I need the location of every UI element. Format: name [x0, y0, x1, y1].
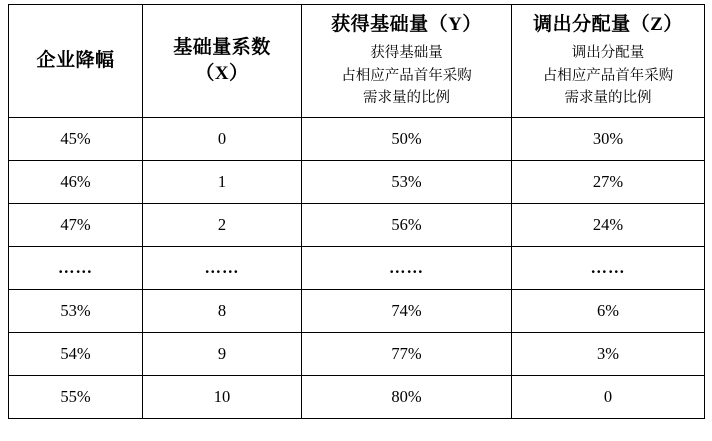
cell-obtained — [302, 118, 512, 161]
cell-value: …… — [590, 258, 626, 278]
cell-transferred — [512, 290, 705, 333]
column-header-subtitle — [302, 42, 511, 109]
cell-obtained — [302, 290, 512, 333]
allocation-table — [8, 4, 705, 419]
cell-value: 0 — [217, 129, 227, 149]
cell-obtained — [302, 247, 512, 290]
cell-value: 50% — [391, 129, 422, 149]
cell-coefficient — [143, 376, 302, 419]
cell-transferred — [512, 161, 705, 204]
cell-value: 55% — [60, 387, 91, 407]
table-row — [9, 290, 705, 333]
cell-obtained — [302, 204, 512, 247]
column-header-title-line1: 基础量系数 — [173, 37, 271, 59]
cell-value: 80% — [391, 387, 422, 407]
column-header-subtitle-line: 需求量的比例 — [363, 90, 450, 107]
cell-enterprise-reduction — [9, 247, 143, 290]
cell-value: 3% — [597, 344, 619, 364]
cell-coefficient — [143, 333, 302, 376]
cell-enterprise-reduction — [9, 290, 143, 333]
column-header-title: 调出分配量（Z） — [533, 14, 683, 36]
cell-coefficient — [143, 161, 302, 204]
cell-value: 77% — [391, 344, 422, 364]
cell-value: 2 — [217, 215, 227, 235]
cell-value: 54% — [60, 344, 91, 364]
cell-value: 8 — [217, 301, 227, 321]
cell-enterprise-reduction — [9, 204, 143, 247]
cell-value: …… — [58, 258, 93, 278]
cell-value: 6% — [597, 301, 619, 321]
cell-value: 56% — [391, 215, 422, 235]
table-row — [9, 204, 705, 247]
cell-transferred — [512, 118, 705, 161]
cell-transferred — [512, 333, 705, 376]
cell-value: …… — [204, 258, 240, 278]
cell-transferred — [512, 247, 705, 290]
cell-coefficient — [143, 290, 302, 333]
cell-coefficient — [143, 204, 302, 247]
cell-value: 46% — [60, 172, 91, 192]
table-row-ellipsis — [9, 247, 705, 290]
table-row — [9, 161, 705, 204]
column-header-subtitle-line: 获得基础量 — [370, 45, 443, 62]
cell-transferred — [512, 204, 705, 247]
column-header-enterprise-reduction — [9, 5, 143, 118]
cell-transferred — [512, 376, 705, 419]
column-header-subtitle-line: 需求量的比例 — [564, 90, 652, 107]
table-row — [9, 333, 705, 376]
cell-value: 9 — [217, 344, 227, 364]
cell-obtained — [302, 161, 512, 204]
column-header-title-line2: （X） — [195, 63, 249, 84]
table-row — [9, 376, 705, 419]
column-header-obtained-base-volume — [302, 5, 512, 118]
table-row — [9, 118, 705, 161]
cell-value: 0 — [603, 387, 613, 407]
cell-obtained — [302, 333, 512, 376]
cell-value: 45% — [60, 129, 91, 149]
cell-coefficient — [143, 118, 302, 161]
cell-value: 53% — [60, 301, 91, 321]
cell-enterprise-reduction — [9, 118, 143, 161]
column-header-subtitle-line: 调出分配量 — [571, 45, 645, 62]
cell-value: 74% — [391, 301, 422, 321]
cell-coefficient — [143, 247, 302, 290]
cell-value: 10 — [213, 387, 231, 407]
column-header-title: 获得基础量（Y） — [331, 14, 482, 36]
column-header-subtitle-line: 占相应产品首年采购 — [341, 67, 472, 84]
column-header-subtitle — [512, 42, 704, 109]
cell-value: …… — [389, 258, 424, 278]
cell-value: 27% — [592, 172, 624, 192]
column-header-subtitle-line: 占相应产品首年采购 — [542, 67, 674, 84]
cell-enterprise-reduction — [9, 333, 143, 376]
cell-value: 47% — [60, 215, 91, 235]
table-body — [9, 118, 705, 419]
cell-value: 53% — [391, 172, 422, 192]
cell-enterprise-reduction — [9, 161, 143, 204]
column-header-base-volume-coefficient — [143, 5, 302, 118]
table-header-row — [9, 5, 705, 118]
cell-value: 30% — [592, 129, 624, 149]
cell-enterprise-reduction — [9, 376, 143, 419]
cell-value: 24% — [592, 215, 624, 235]
column-header-title: 企业降幅 — [36, 50, 115, 72]
cell-obtained — [302, 376, 512, 419]
cell-value: 1 — [217, 172, 227, 192]
column-header-transferred-allocation-volume — [512, 5, 705, 118]
